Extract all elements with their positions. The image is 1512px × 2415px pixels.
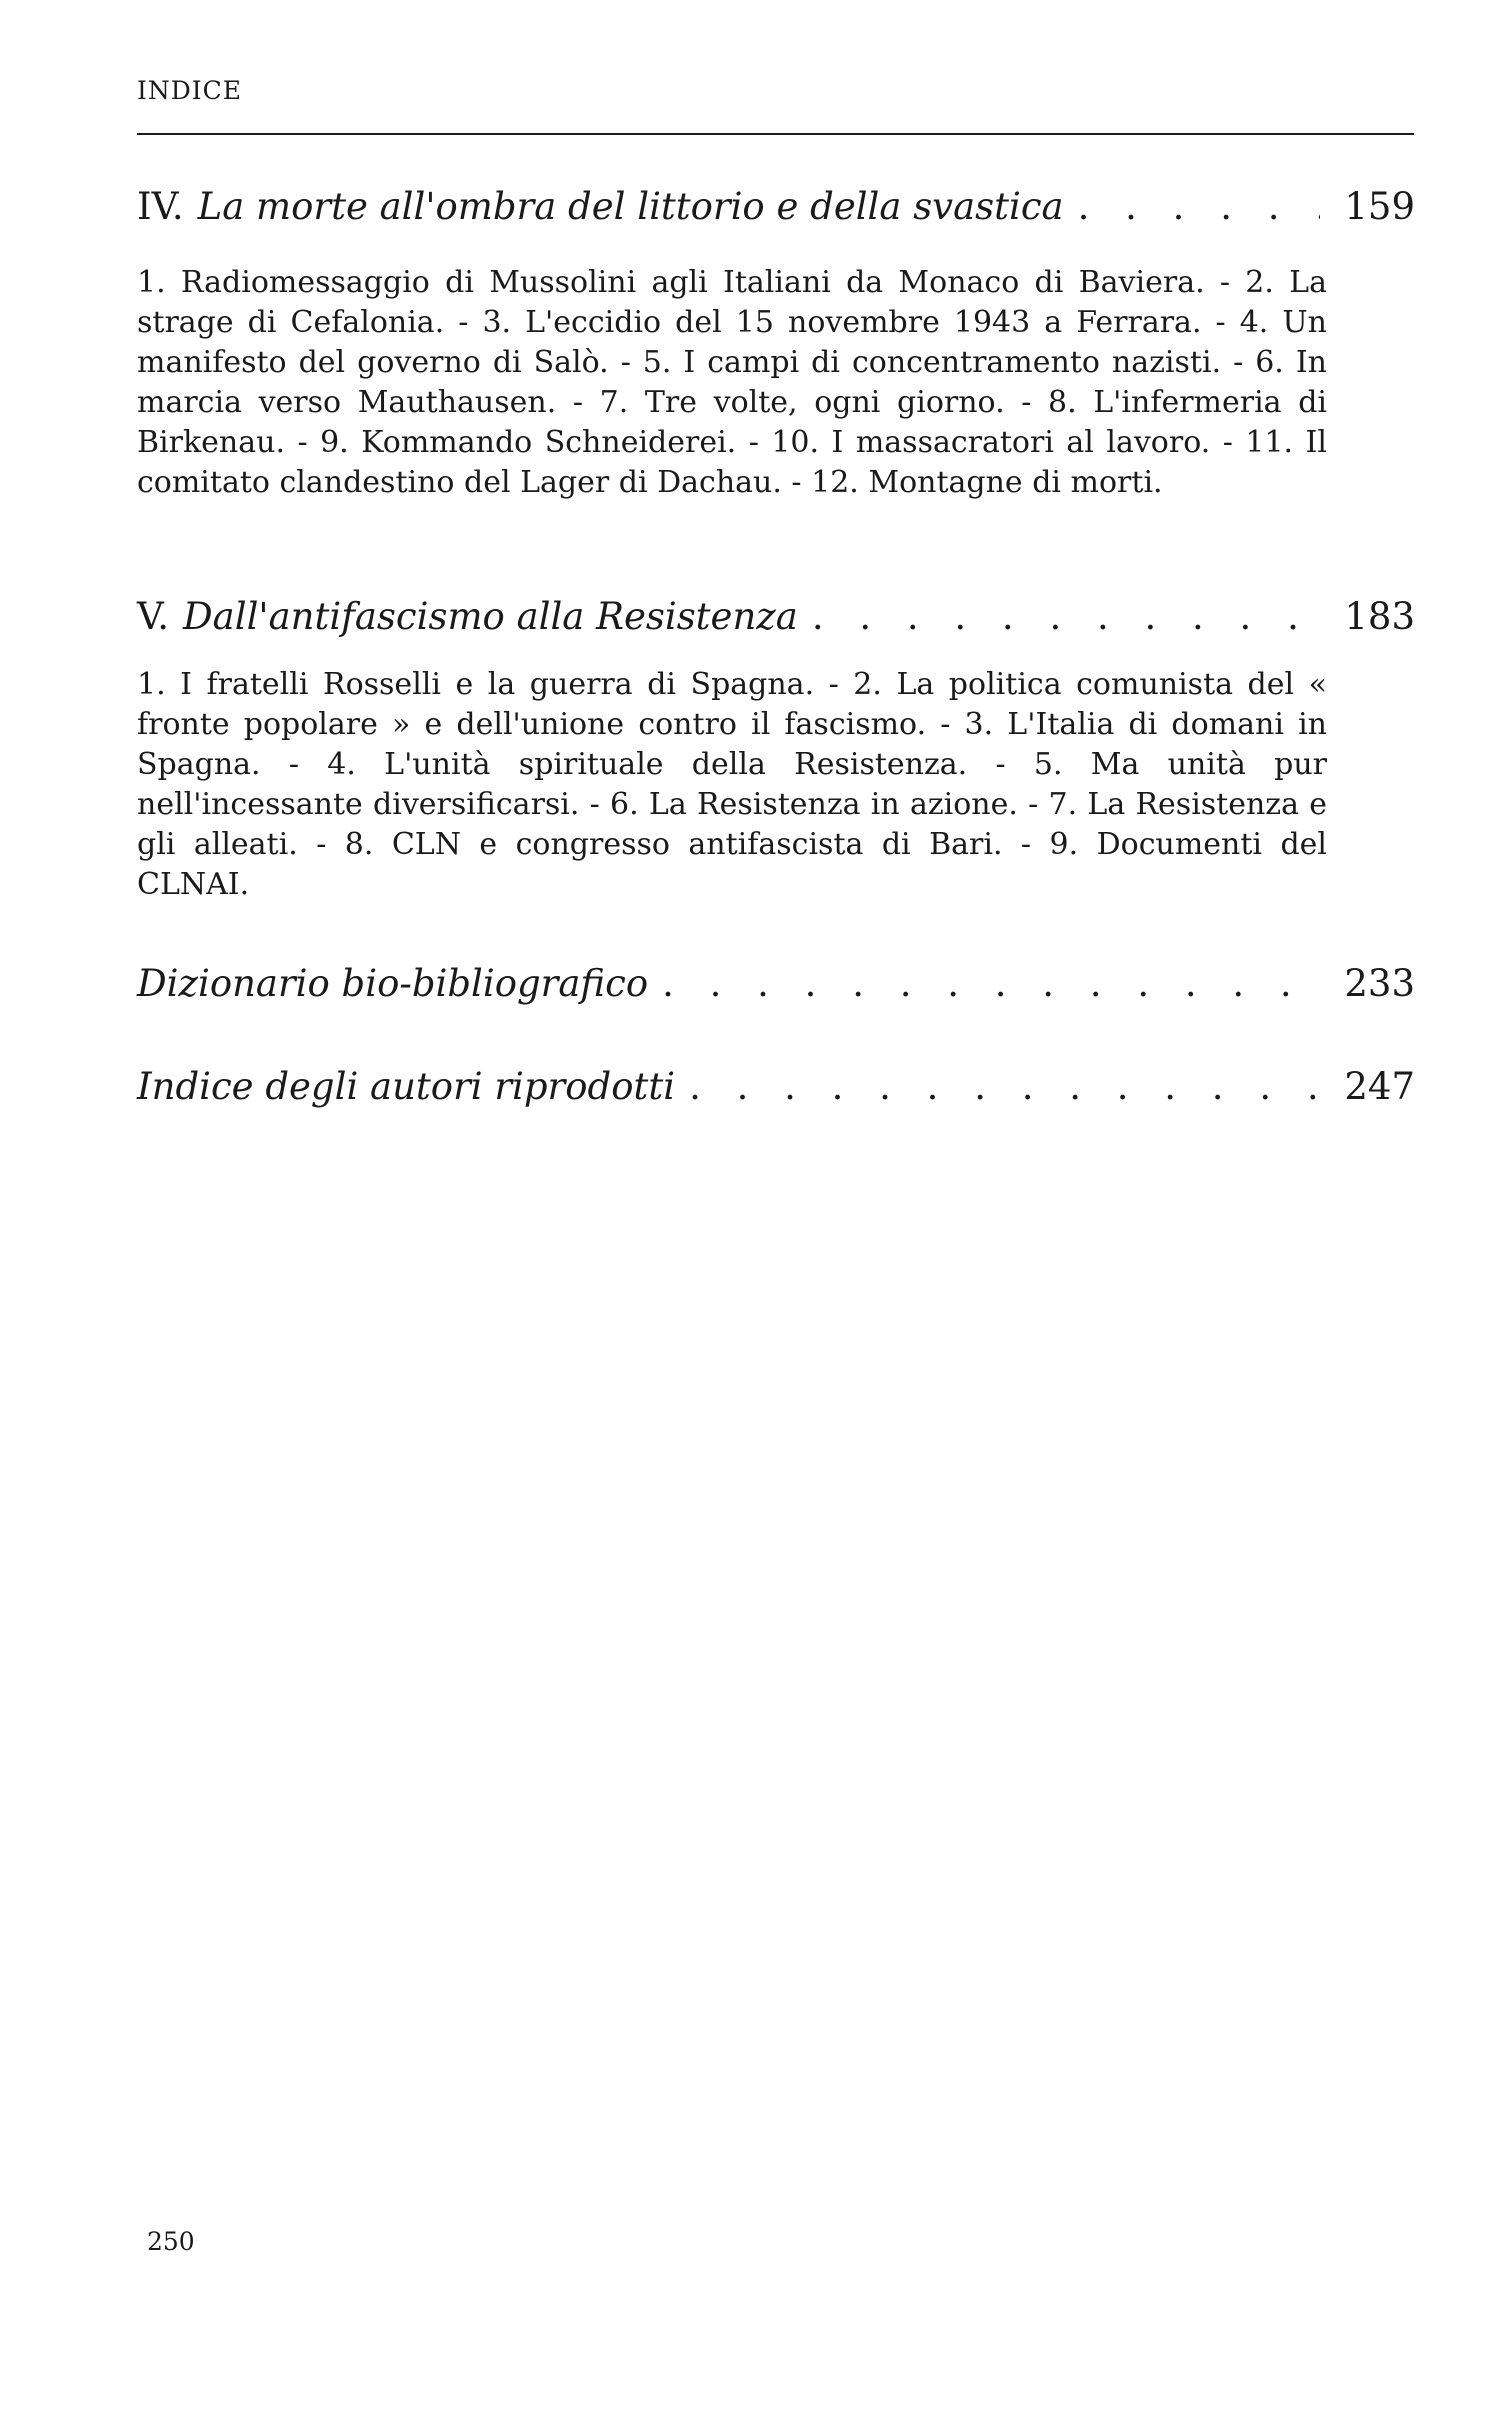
toc-entry-dizionario[interactable]	[137, 962, 1415, 1015]
chapter-summary-v: 1. I fratelli Rosselli e la guerra di Spagna. - 2. La politica comunista del « fronte popolare » e dell'unione contro il fascismo. - 3. L'Italia di domani in Spagna. - 4. L'unità spirituale della Resistenza. - 5. Ma unità pur nell'incessante diversificarsi. - 6. La Resistenza in azione. - 7. La Resistenza e gli alleati. - 8. CLN e congresso antifascista di Bari. - 9. Documenti del CLNAI.	[137, 667, 1327, 902]
page-number: 159	[1344, 185, 1415, 228]
section-title: Indice degli autori riprodotti	[137, 1065, 676, 1108]
running-head: INDICE	[137, 76, 243, 105]
dot-leader	[1078, 188, 1321, 225]
toc-entry-chapter-iv[interactable]	[137, 185, 1415, 238]
dot-leader	[812, 598, 1321, 635]
toc-entry-indice-autori[interactable]	[137, 1065, 1415, 1118]
page-number: 183	[1344, 595, 1415, 638]
chapter-title: Dall'antifascismo alla Resistenza	[183, 595, 798, 638]
toc-entry-chapter-v[interactable]	[137, 595, 1415, 648]
chapter-numeral: V.	[137, 595, 170, 638]
folio-page-number: 250	[147, 2227, 195, 2256]
chapter-numeral: IV.	[137, 185, 184, 228]
section-title: Dizionario bio-bibliografico	[137, 962, 649, 1005]
dot-leader	[689, 1068, 1320, 1105]
chapter-summary-iv: 1. Radiomessaggio di Mussolini agli Italiani da Monaco di Baviera. - 2. La strage di Cefalonia. - 3. L'eccidio del 15 novembre 1943 a Ferrara. - 4. Un manifesto del governo di Salò. - 5. I campi di concentramento nazisti. - 6. In marcia verso Mauthausen. - 7. Tre volte, ogni giorno. - 8. L'infermeria di Birkenau. - 9. Kommando Schneiderei. - 10. I massacratori al lavoro. - 11. Il comitato clandestino del Lager di Dachau. - 12. Montagne di morti.	[137, 265, 1327, 500]
page-number: 233	[1344, 962, 1415, 1005]
header-rule	[137, 133, 1414, 135]
dot-leader	[662, 965, 1320, 1002]
page-number: 247	[1344, 1065, 1415, 1108]
chapter-title: La morte all'ombra del littorio e della svastica	[197, 185, 1064, 228]
